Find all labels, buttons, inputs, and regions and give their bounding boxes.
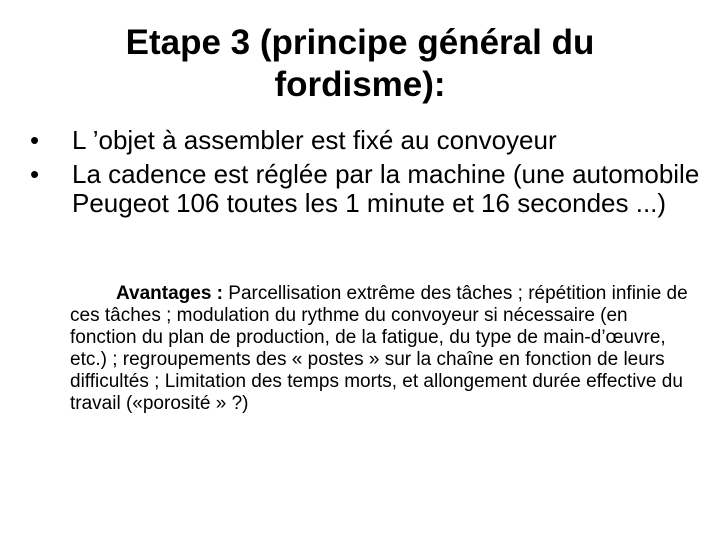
advantages-text: Parcellisation extrême des tâches ; répétition infinie de ces tâches ; modulation du rythme du convoyeur si nécessaire (en fonction du plan de production, de la fatigue, du type de main-d’œuvre, etc.) ; regroupements des « postes » sur la chaîne en fonction de leurs difficultés ; Limitation des temps morts, et allongement durée effective du travail («porosité » ?) — [70, 283, 688, 414]
advantages-label: Avantages : — [116, 283, 223, 304]
slide-title: Etape 3 (principe général du fordisme): — [125, 23, 595, 104]
bullet-item — [28, 126, 708, 155]
bullet-list — [28, 126, 708, 223]
bullet-text: La cadence est réglée par la machine (une automobile Peugeot 106 toutes les 1 minute et 16 secondes ...) — [72, 159, 700, 218]
bullet-text: L ’objet à assembler est fixé au convoyeur — [72, 125, 557, 155]
bullet-icon: • — [30, 159, 40, 189]
bullet-item — [28, 160, 708, 218]
advantages-paragraph — [70, 283, 695, 415]
bullet-icon: • — [30, 125, 40, 155]
